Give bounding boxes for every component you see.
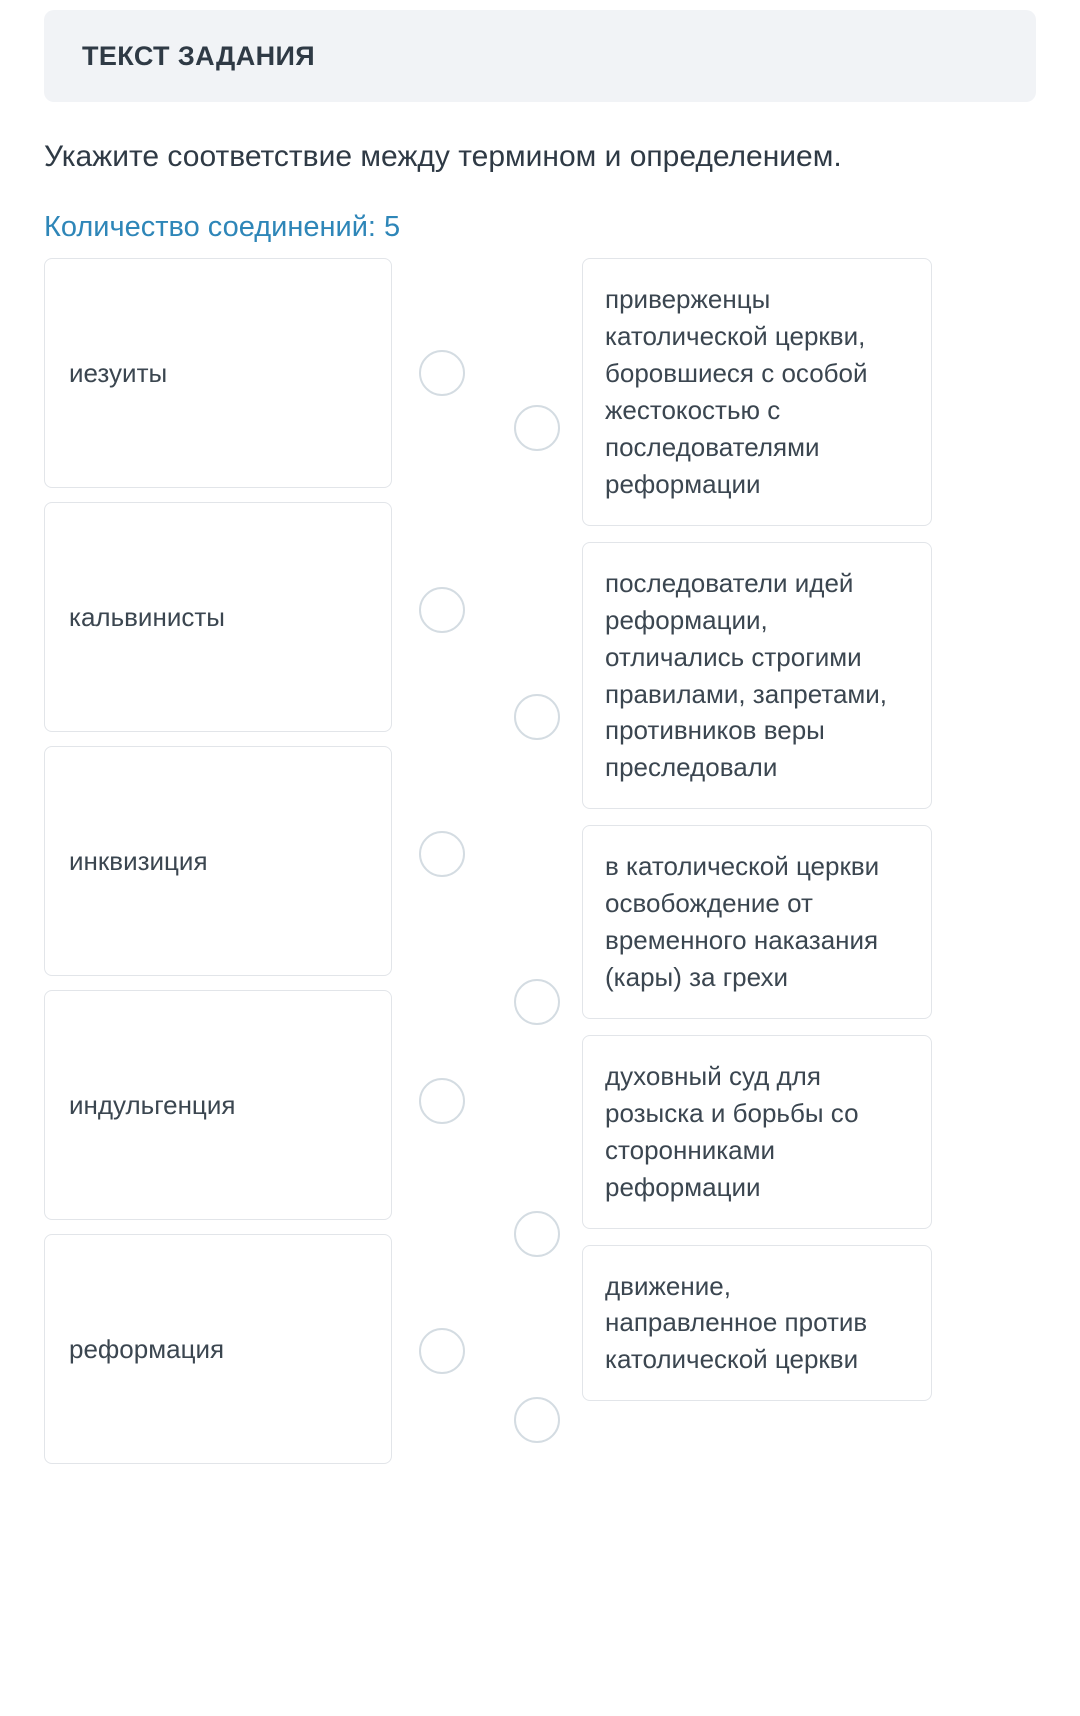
page-title: ТЕКСТ ЗАДАНИЯ xyxy=(82,40,316,71)
task-page xyxy=(0,10,1080,1530)
term-label: инквизиция xyxy=(69,845,208,876)
term-connector-slot xyxy=(419,976,465,1226)
term-connector-dot[interactable] xyxy=(419,350,465,396)
term-label: реформация xyxy=(69,1333,225,1364)
term-card[interactable] xyxy=(44,502,392,732)
definition-label: приверженцы католической церкви, боровшиеся с особой жестокостью с последователями реформации xyxy=(605,284,868,499)
definition-label: движение, направленное против католической церкви xyxy=(605,1270,868,1375)
matching-area xyxy=(44,258,1036,1510)
task-header xyxy=(44,10,1036,102)
term-connector-column xyxy=(392,258,492,1476)
task-prompt: Укажите соответствие между термином и определением. xyxy=(44,140,842,173)
definition-card[interactable] xyxy=(582,1245,932,1402)
definition-card[interactable] xyxy=(582,1035,932,1229)
definitions-column xyxy=(582,258,932,1401)
definition-label: духовный суд для розыска и борьбы со сторонниками реформации xyxy=(605,1060,859,1202)
definition-connector-column xyxy=(492,258,582,1510)
term-label: иезуиты xyxy=(69,357,168,388)
definition-connector-slot xyxy=(514,866,560,1138)
definition-connector-dot[interactable] xyxy=(514,1211,560,1257)
term-connector-dot[interactable] xyxy=(419,587,465,633)
terms-column xyxy=(44,258,392,1464)
term-connector-dot[interactable] xyxy=(419,1328,465,1374)
term-connector-slot xyxy=(419,258,465,488)
term-connector-dot[interactable] xyxy=(419,831,465,877)
definition-connector-slot xyxy=(514,288,560,568)
term-card[interactable] xyxy=(44,990,392,1220)
term-label: индульгенция xyxy=(69,1089,236,1120)
term-connector-slot xyxy=(419,732,465,976)
definition-label: последователи идей реформации, отличались строгими правилами, запретами, противников веры преследовали xyxy=(605,567,888,783)
definition-card[interactable] xyxy=(582,825,932,1019)
definition-connector-dot[interactable] xyxy=(514,694,560,740)
connections-count: Количество соединений: 5 xyxy=(44,211,401,244)
definition-connector-slot xyxy=(514,1330,560,1510)
definition-card[interactable] xyxy=(582,258,932,525)
definition-connector-dot[interactable] xyxy=(514,405,560,451)
definition-label: в католической церкви освобождение от временного наказания (кары) за грехи xyxy=(605,851,880,992)
term-connector-slot xyxy=(419,1226,465,1476)
term-card[interactable] xyxy=(44,258,392,488)
term-card[interactable] xyxy=(44,746,392,976)
definition-connector-slot xyxy=(514,1138,560,1330)
term-connector-dot[interactable] xyxy=(419,1078,465,1124)
definition-connector-dot[interactable] xyxy=(514,979,560,1025)
term-label: кальвинисты xyxy=(69,601,225,632)
term-connector-slot xyxy=(419,488,465,732)
term-card[interactable] xyxy=(44,1234,392,1464)
definition-connector-slot xyxy=(514,568,560,866)
definition-card[interactable] xyxy=(582,542,932,809)
definition-connector-dot[interactable] xyxy=(514,1397,560,1443)
